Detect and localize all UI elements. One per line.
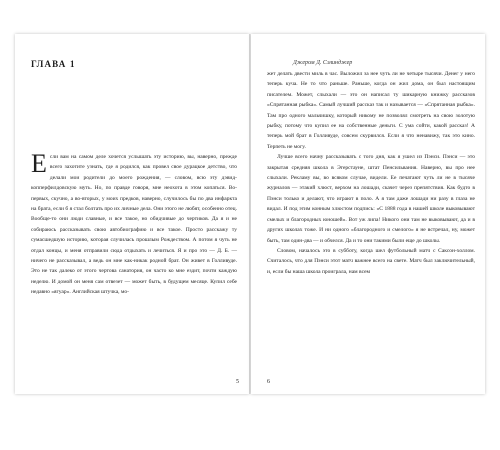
opening-paragraph-text: сли вам на самом деле хочется услышать эту историю, вы, наверно, прежде всего захотите узнать, где я родился, как провел свое дурацкое детство, что делали мои родители до моего рождения, — словом, всю эту дэвид-копперфилдовскую муть. Но, по правде говоря, мне неохота в этом копаться. Во-первых, скучно, а во-вторых, у моих предков, наверно, случилось бы по два инфаркта на брата, если б я стал болтать про их личные дела. Они этого не любят, особенно отец. Вообще-то они люди славные, и все такое, но обидчивые до чертиков. Да я и не собираюсь рассказывать свою автобиографию и все такое. Просто расскажу ту сумасшедшую историю, которая случилась прошлым Рождеством. А потом я чуть не отдал концы, и меня отправили сюда отдыхать и лечиться. Я и про это — Д. Б. — ничего не рассказывал, а ведь он мне как-никак родной брат. Он живет в Голливуде. Это не так далеко от этого чертова санатория, он часто ко мне ездит, почти каждую неделю. И домой он меня сам отвезет — может быть, в будущем месяце. Купил себе недавно «ягуар». Английская штучка, мо- [31,154,237,296]
left-page [15,34,249,394]
paragraph-1: жет делать двести миль в час. Выложил за нее чуть ли не четыре тысячи. Денег у него теперь куча. Не то что раньше. Раньше, когда он жил дома, он был настоящим писателем. Может, слыхали — это он написал ту шикарную книжку рассказов «Спрятанная рыбка». Самый лучший рассказ так и называется — «Спрятанная рыбка». Там про одного мальчишку, который никому не позволял смотреть на свою золотую рыбку, потому что купил ее на собственные деньги. С ума сойти, какой рассказ! А теперь мой брат в Голливуде, совсем скурвился. Если я что ненавижу, так это кино. Терпеть не могу. [267,71,475,150]
drop-cap: Е [31,149,47,178]
right-page [251,34,485,394]
paragraph-3: Словом, началось это в субботу, когда шел футбольный матч с Саксон-холлом. Считалось, что для Пэнси этот матч важнее всего на свете. Матч был заключительный, и, если бы наша школа проиграла, нам всем [267,247,475,275]
running-head: Джером Д. Сэлинджер [293,60,353,66]
left-page-text [31,149,237,298]
chapter-title: ГЛАВА 1 [31,59,76,69]
opening-paragraph [31,149,237,298]
page-number-right: 6 [267,379,270,385]
page-number-left: 5 [236,379,239,385]
right-page-text [267,69,475,277]
paragraph-2: Лучше всего начну рассказывать с того дня, как я ушел из Пэнси. Пэнси — это закрытая средняя школа в Эгерстауне, штат Пенсильвания. Наверно, вы про нее слыхали. Рекламу вы, во всяком случае, видели. Ее печатают чуть ли не в тысяче журналов — этакий хлюст, верхом на лошади, скачет через препятствия. Как будто в Пэнси только и делают, что играют в поло. А я там даже лошади ни разу в глаза не видал. И под этим конным хлюстом подпись: «С 1888 года в нашей школе выковывают смелых и благородных юношей». Вот уж липа! Никого они там не выковывают, да и в других школах тоже. И ни одного «благородного и смелого» я не встречал, ну, может быть, там один-два — и обчелся. Да и то они такими были еще до школы. [267,154,475,244]
